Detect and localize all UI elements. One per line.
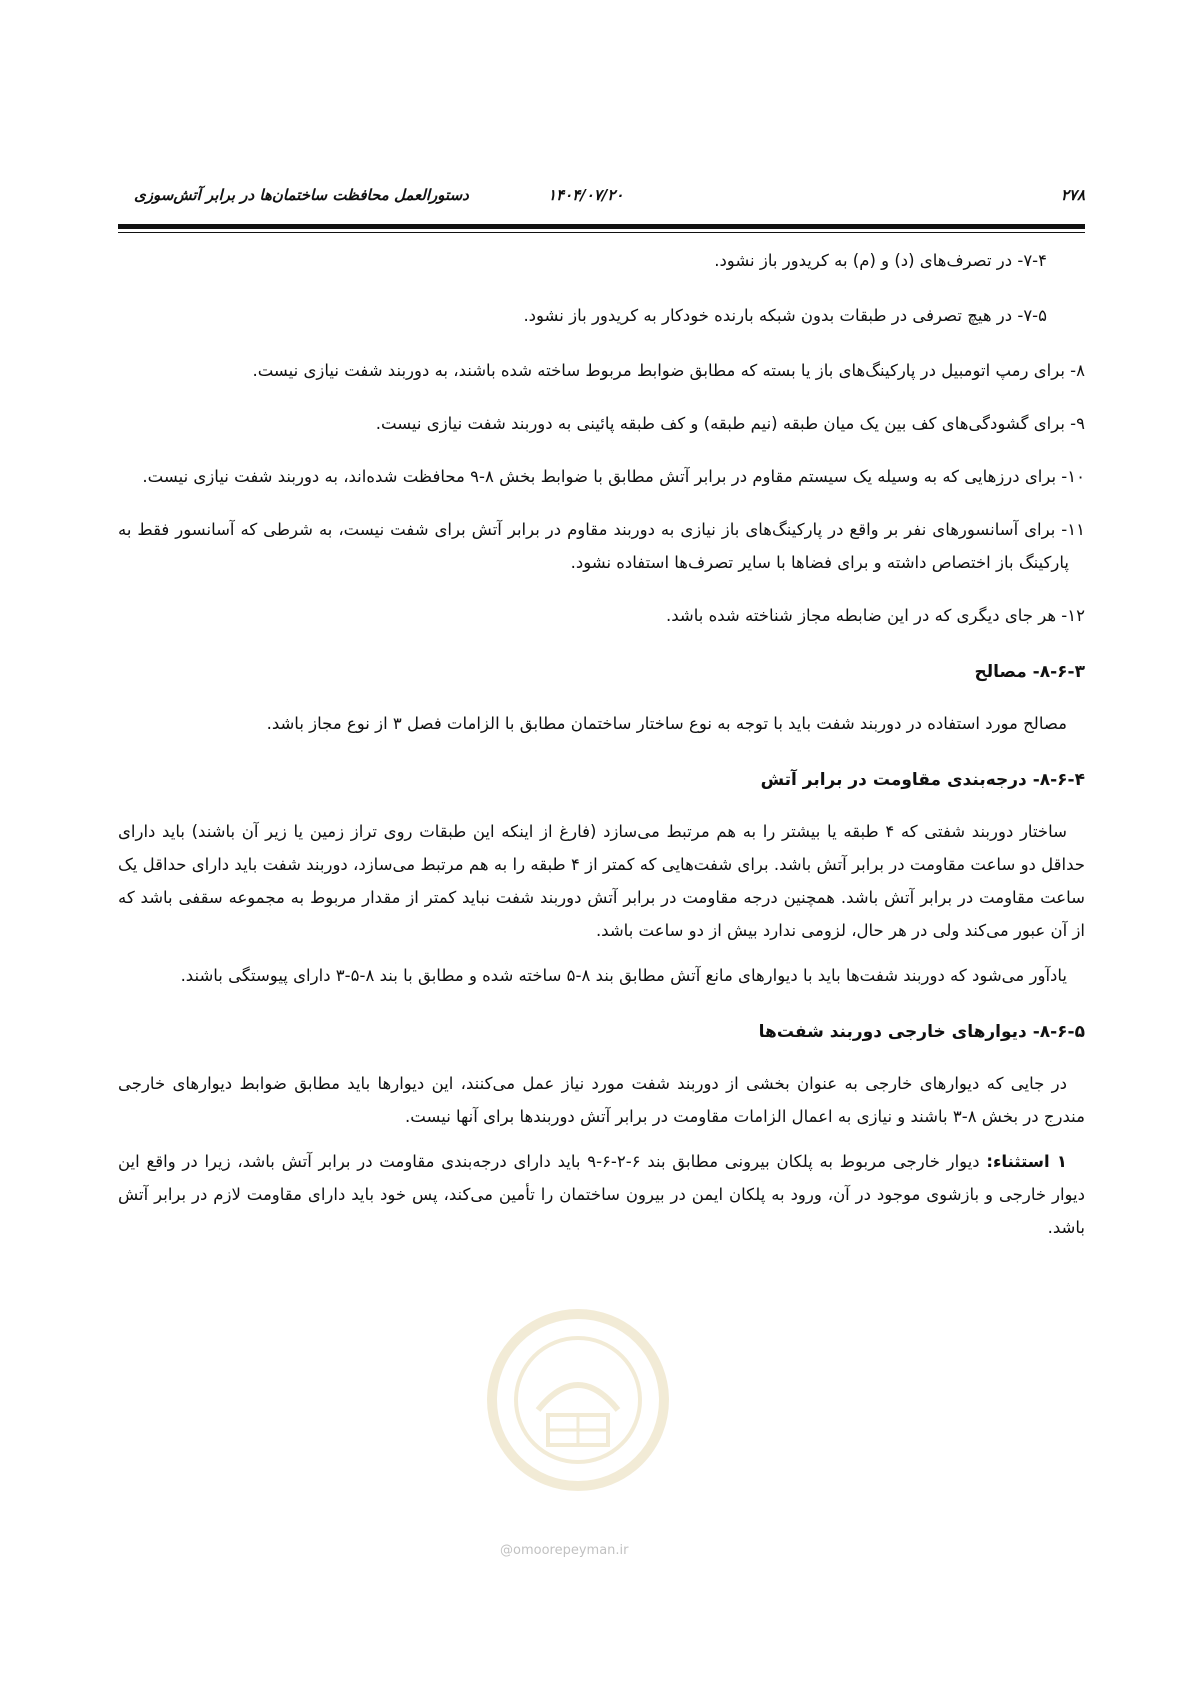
exception-paragraph <box>118 1145 1085 1244</box>
sub-item: ۷-۴- در تصرف‌های (د) و (م) به کریدور باز نشود. <box>714 251 1047 270</box>
header-date: ۱۴۰۴/۰۷/۲۰ <box>548 186 624 204</box>
header-title: دستورالعمل محافظت ساختمان‌ها در برابر آتش‌سوزی <box>134 186 469 204</box>
list-item: ۱۲- هر جای دیگری که در این ضابطه مجاز شناخته شده باشد. <box>666 606 1085 625</box>
paragraph: مصالح مورد استفاده در دوربند شفت باید با توجه به نوع ساختار ساختمان مطابق با الزامات فصل ۳ از نوع مجاز باشد. <box>266 714 1067 733</box>
section-heading: ۸-۶-۴- درجه‌بندی مقاومت در برابر آتش <box>760 770 1085 790</box>
list-item: ۱۱- برای آسانسورهای نفر بر واقع در پارکینگ‌های باز نیازی به دوربند مقاوم در برابر آتش برای شفت نیست، به شرطی که آسانسور فقط به پارکینگ باز اختصاص داشته و برای فضاها با سایر تصرف‌ها استفاده نشود. <box>118 520 1085 572</box>
exception-label: ۱ استثناء: <box>986 1152 1067 1171</box>
list-item: ۱۰- برای درزهایی که به وسیله یک سیستم مقاوم در برابر آتش مطابق با ضوابط بخش ۸-۹ محافظت شده‌اند، به دوربند شفت نیازی نیست. <box>142 467 1085 486</box>
exception-text: دیوار خارجی مربوط به پلکان بیرونی مطابق بند ۶-۲-۶-۹ باید دارای درجه‌بندی مقاومت در برابر آتش باشد، زیرا در واقع این دیوار خارجی و بازشوی موجود در آن، ورود به پلکان ایمن در بیرون ساختمان را تأمین می‌کند، پس خود باید دارای مقاومت لازم در برابر آتش باشد. <box>118 1152 1085 1237</box>
paragraph: در جایی که دیوارهای خارجی به عنوان بخشی از دوربند شفت مورد نیاز عمل می‌کنند، این دیوارها باید مطابق ضوابط دیوارهای خارجی مندرج در بخش ۸-۳ باشند و نیازی به اعمال الزامات مقاومت در برابر آتش دوربندها برای آنها نیست. <box>118 1074 1085 1126</box>
paragraph: ساختار دوربند شفتی که ۴ طبقه یا بیشتر را به هم مرتبط می‌سازد (فارغ از اینکه این طبقات روی تراز زمین یا زیر آن باشند) باید دارای حداقل دو ساعت مقاومت در برابر آتش باشد. برای شفت‌هایی که کمتر از ۴ طبقه را به هم مرتبط می‌سازد، دوربند شفت باید دارای حداقل یک ساعت مقاومت در برابر آتش باشد. همچنین درجه مقاومت در برابر آتش دوربند شفت نباید کمتر از مقدار مربوط به مجموعه سقفی باشد که از آن عبور می‌کند ولی در هر حال، لزومی ندارد بیش از دو ساعت باشد. <box>118 822 1085 940</box>
paragraph: یادآور می‌شود که دوربند شفت‌ها باید با دیوارهای مانع آتش مطابق بند ۸-۵ ساخته شده و مطابق با بند ۸-۵-۳ دارای پیوستگی باشند. <box>180 966 1067 985</box>
sub-item: ۷-۵- در هیچ تصرفی در طبقات بدون شبکه بارنده خودکار به کریدور باز نشود. <box>523 306 1047 325</box>
section-heading: ۸-۶-۵- دیوارهای خارجی دوربند شفت‌ها <box>758 1022 1085 1042</box>
header-divider <box>118 224 1085 229</box>
list-item: ۹- برای گشودگی‌های کف بین یک میان طبقه (نیم طبقه) و کف طبقه پائینی به دوربند شفت نیازی نیست. <box>375 414 1085 433</box>
section-heading: ۸-۶-۳- مصالح <box>974 662 1085 682</box>
page-content <box>118 244 1085 1256</box>
document-page <box>118 0 1085 1684</box>
header-divider-thin <box>118 232 1085 233</box>
list-item: ۸- برای رمپ اتومبیل در پارکینگ‌های باز یا بسته که مطابق ضوابط مربوط ساخته شده باشند، به دوربند شفت نیازی نیست. <box>252 361 1085 380</box>
page-number: ۲۷۸ <box>1060 186 1085 204</box>
page-header <box>118 186 1085 210</box>
watermark-text: @omoorepeyman.ir <box>500 1543 629 1558</box>
